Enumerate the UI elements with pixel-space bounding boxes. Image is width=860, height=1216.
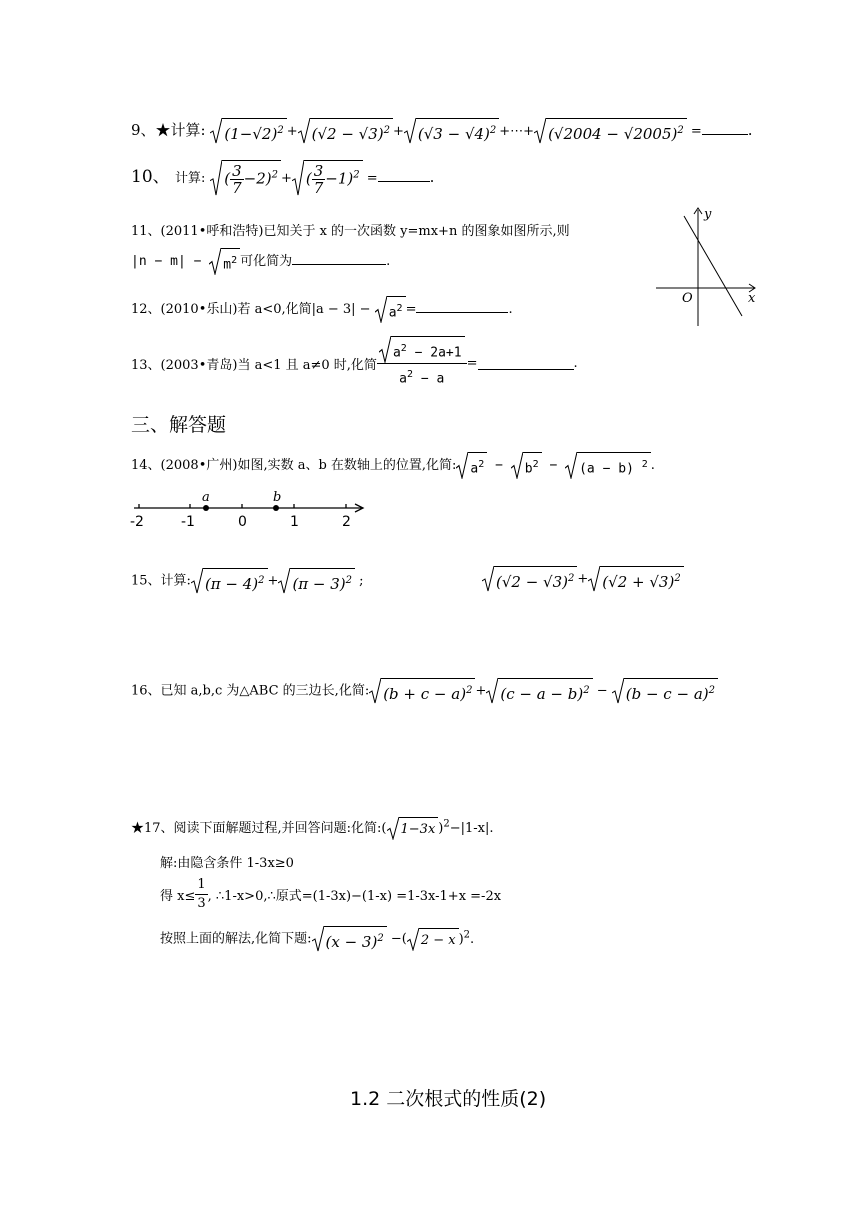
question-14: 14、(2008•广州)如图,实数 a、b 在数轴上的位置,化简: $a^2$ − $b^2$ − (a − b) $^2$ . <box>131 452 655 479</box>
q9-label: 9、★计算: <box>131 121 206 139</box>
question-17-title: ★17、阅读下面解题过程,并回答问题:化简:( 1−3x )$^2$−|1-x|. <box>131 817 494 840</box>
question-11-expr: |n − m| − $m^2$ 可化简为 . <box>131 248 390 275</box>
q10-label: 10、 <box>131 167 176 187</box>
section-heading-3: 三、解答题 <box>131 414 227 436</box>
linear-function-graph <box>650 202 765 330</box>
point-b-label: b <box>273 490 282 505</box>
question-12: 12、(2010•乐山)若 a<0,化简|a − 3| − $a^2$ = . <box>131 296 513 323</box>
question-16: 16、已知 a,b,c 为△ABC 的三边长,化简: $(b + c - a)^2$ + $(c - a - b)^2$ − $(b - c - a)^2$ <box>131 678 718 704</box>
graph-y-label: y <box>704 207 712 222</box>
tick-label: 1 <box>290 514 299 530</box>
point-a-label: a <box>202 490 210 505</box>
question-10: 10、 计算: ( $\frac{3}{7}$ −2)$^2$ + ( $\frac{3}{7}$ −1)$^2$ = . <box>131 162 435 197</box>
point-b <box>273 505 279 511</box>
question-15: 15、计算: $(\pi - 4)^2$ + $(\pi - 3)^2$ ; <box>131 568 364 594</box>
question-11: 11、(2011•呼和浩特)已知关于 x 的一次函数 y=mx+n 的图象如图所示,则 <box>131 224 570 239</box>
graph-origin-label: O <box>682 291 693 306</box>
question-13: 13、(2003•青岛)当 a<1 且 a≠0 时,化简 $\frac{a^2 - 2a+1}{a^2 - a}$ = . <box>131 336 578 391</box>
graph-x-label: x <box>748 291 756 306</box>
question-17-line2: 得 x≤ $\frac{1}{3}$ , ∴1-x>0,∴原式=(1-3x)−(1-x) =1-3x-1+x =-2x <box>160 877 502 911</box>
number-line <box>126 488 371 532</box>
point-a <box>203 505 209 511</box>
question-17-line1: 解:由隐含条件 1-3x≥0 <box>160 856 294 871</box>
tick-label: -2 <box>130 514 144 530</box>
question-9: 9、★计算: $(1-√2)^2$ + $(√2 - √3)^2$ + $(√3 - √4)^2$ +⋯+ $(√2004 - √2005)^2$ = . <box>131 118 753 144</box>
question-17-line3: 按照上面的解法,化简下题: $(x - 3)^2$ −( 2 − x )$^2$. <box>160 926 474 952</box>
tick-label: -1 <box>181 514 195 530</box>
lesson-title: 1.2 二次根式的性质(2) <box>350 1088 547 1110</box>
tick-label: 2 <box>342 514 351 530</box>
tick-label: 0 <box>238 514 247 530</box>
question-15-part2: $(√2 - √3)^2$ + $(√2 + √3)^2$ <box>482 566 684 592</box>
